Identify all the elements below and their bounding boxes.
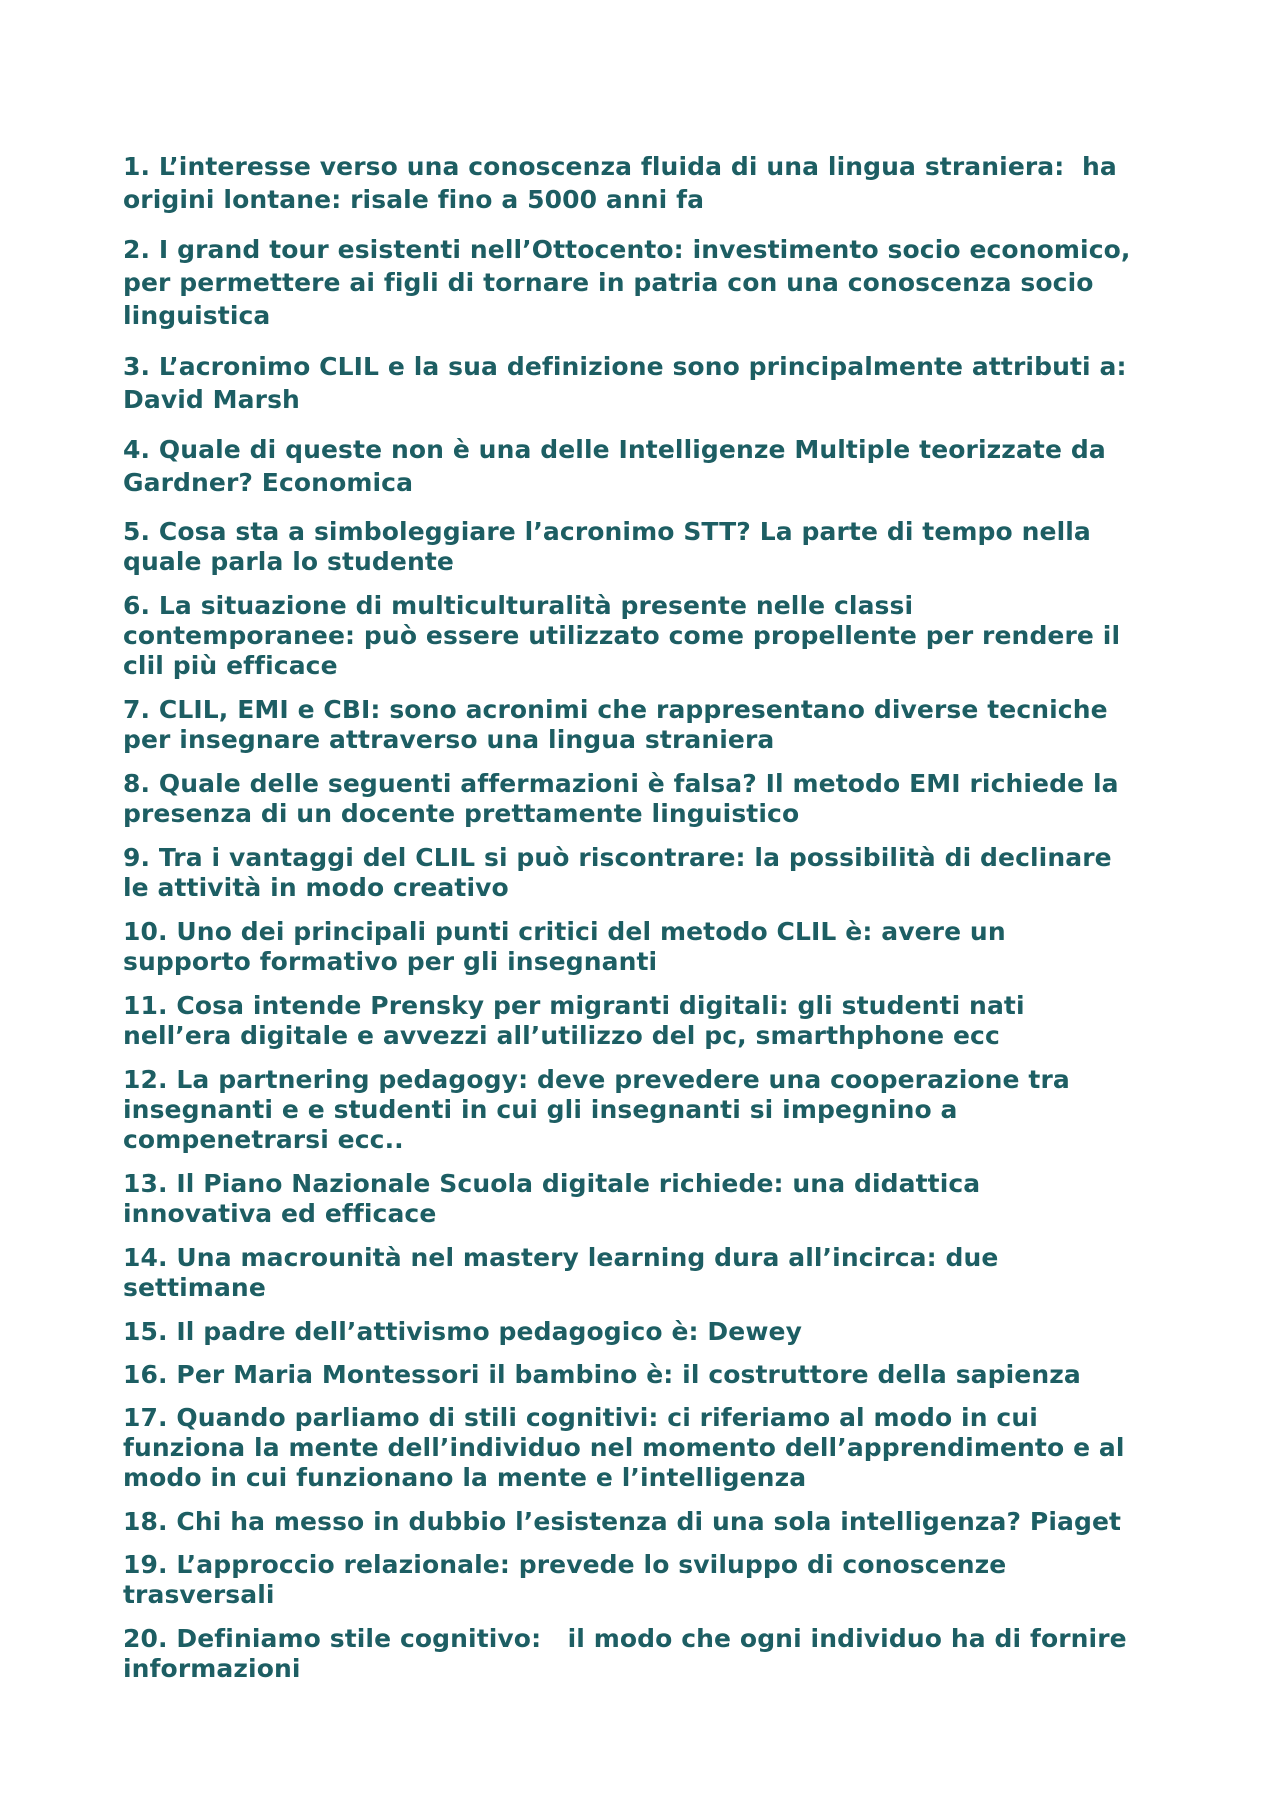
list-item-10: 10. Uno dei principali punti critici del metodo CLIL è: avere un supporto formativo per gli insegnanti (123, 917, 1006, 976)
list-item-18: 18. Chi ha messo in dubbio l’esistenza di una sola intelligenza? Piaget (123, 1507, 1122, 1536)
list-item-16: 16. Per Maria Montessori il bambino è: il costruttore della sapienza (123, 1360, 1081, 1389)
list-item-8: 8. Quale delle seguenti affermazioni è falsa? Il metodo EMI richiede la presenza di un docente prettamente linguistico (123, 769, 1119, 828)
list-item-2: 2. I grand tour esistenti nell’Ottocento: investimento socio economico, per permettere ai figli di tornare in patria con una conoscenza socio linguistica (123, 235, 1131, 330)
list-item-4: 4. Quale di queste non è una delle Intelligenze Multiple teorizzate da Gardner? Economica (123, 435, 1106, 497)
list-item-13: 13. Il Piano Nazionale Scuola digitale richiede: una didattica innovativa ed efficace (123, 1169, 981, 1228)
list-item-3: 3. L’acronimo CLIL e la sua definizione sono principalmente attributi a: David Marsh (123, 352, 1127, 414)
list-item-5: 5. Cosa sta a simboleggiare l’acronimo STT? La parte di tempo nella quale parla lo studente (123, 517, 1091, 576)
list-item-12: 12. La partnering pedagogy: deve prevedere una cooperazione tra insegnanti e e studenti in cui gli insegnanti si impegnino a compenetrarsi ecc.. (123, 1065, 1070, 1154)
list-item-14: 14. Una macrounità nel mastery learning dura all’incirca: due settimane (123, 1243, 999, 1302)
list-item-9: 9. Tra i vantaggi del CLIL si può riscontrare: la possibilità di declinare le attività in modo creativo (123, 843, 1112, 902)
list-item-19: 19. L’approccio relazionale: prevede lo sviluppo di conoscenze trasversali (123, 1550, 1007, 1609)
list-item-6: 6. La situazione di multiculturalità presente nelle classi contemporanee: può essere utilizzato come propellente per rendere il clil più efficace (123, 591, 1121, 680)
list-item-7: 7. CLIL, EMI e CBI: sono acronimi che rappresentano diverse tecniche per insegnare attraverso una lingua straniera (123, 695, 1108, 754)
list-item-15: 15. Il padre dell’attivismo pedagogico è: Dewey (123, 1317, 802, 1346)
list-item-1: 1. L’interesse verso una conoscenza fluida di una lingua straniera: ha origini lontane: risale fino a 5000 anni fa (123, 152, 1117, 214)
list-item-17: 17. Quando parliamo di stili cognitivi: ci riferiamo al modo in cui funziona la mente dell’individuo nel momento dell’apprendimento e al modo in cui funzionano la mente e l’intelligenza (123, 1403, 1125, 1492)
list-item-11: 11. Cosa intende Prensky per migranti digitali: gli studenti nati nell’era digitale e avvezzi all’utilizzo del pc, smarthphone ecc (123, 991, 1025, 1050)
list-item-20: 20. Definiamo stile cognitivo: il modo che ogni individuo ha di fornire informazioni (123, 1624, 1127, 1683)
